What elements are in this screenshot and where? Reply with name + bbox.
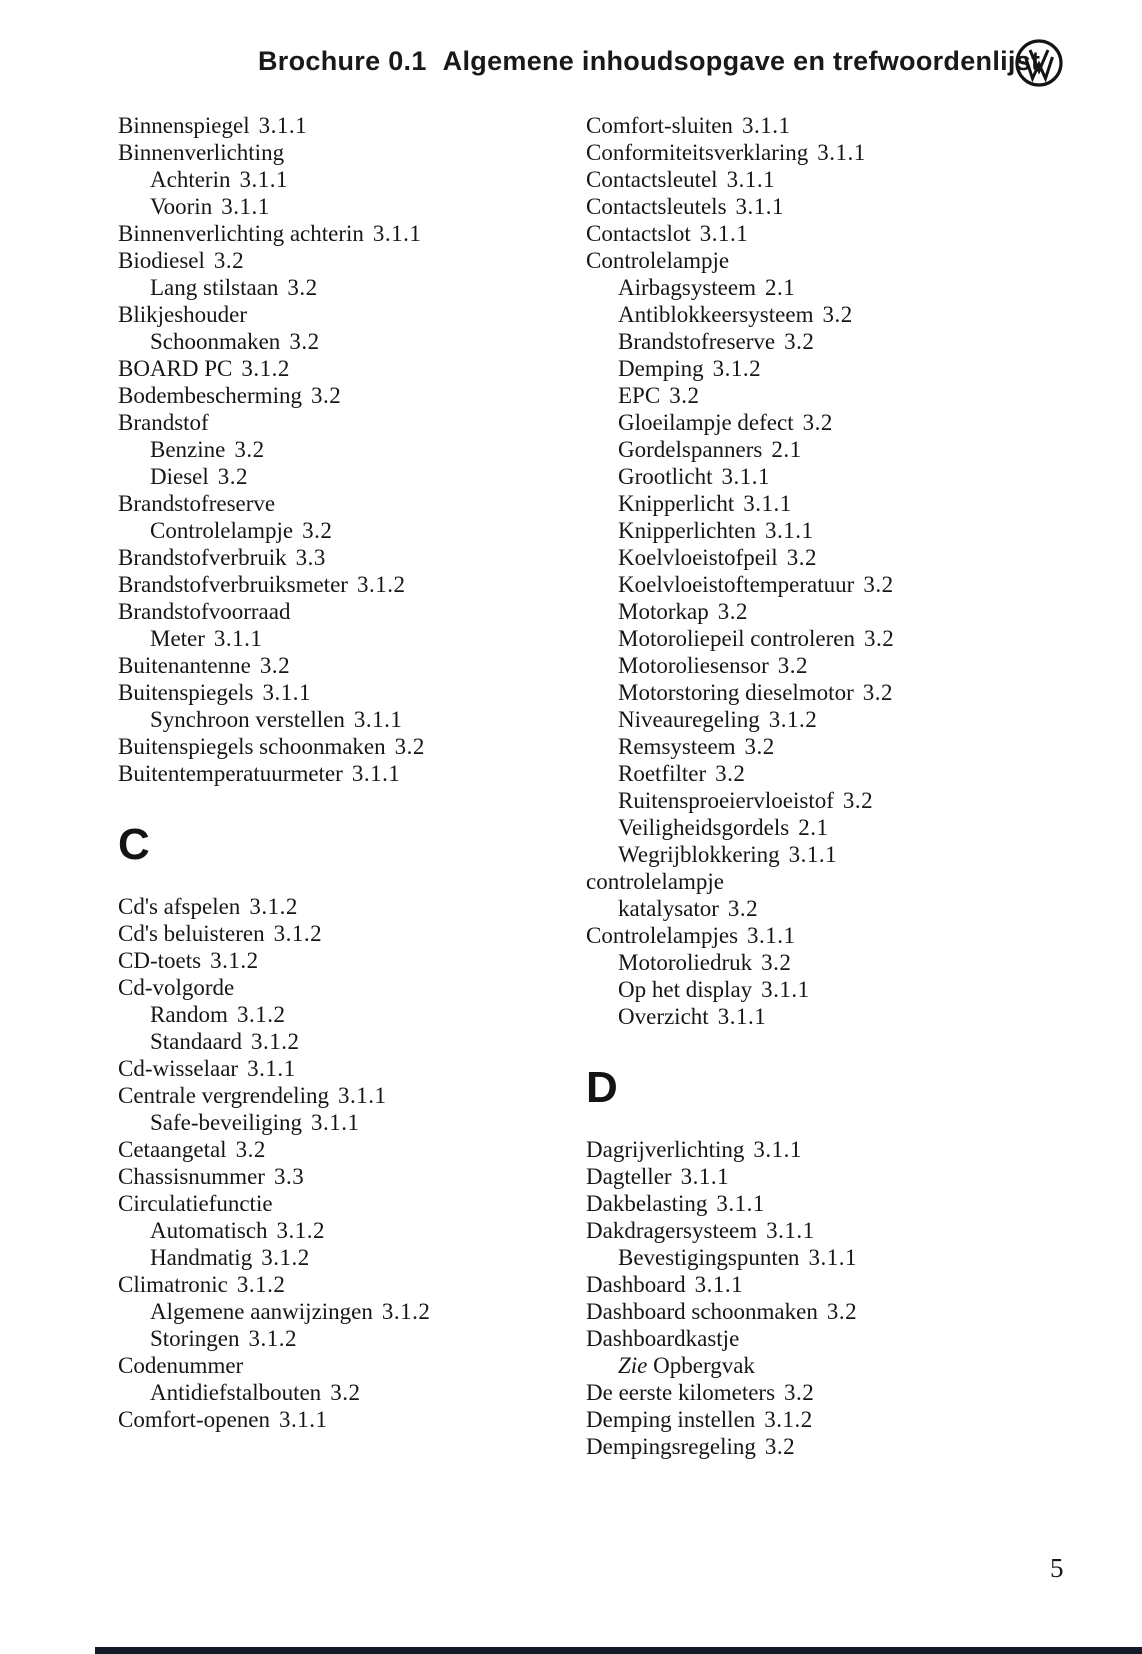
entry-label: Op het display	[618, 977, 753, 1002]
entry-label: Brandstof	[118, 410, 209, 435]
entry-ref: 3.1.2	[712, 356, 762, 381]
entry-ref: 3.2	[310, 383, 342, 408]
entry-label: Dashboard	[586, 1272, 686, 1297]
entry-label: Antidiefstalbouten	[150, 1380, 322, 1405]
entry-ref: 3.1.1	[817, 140, 866, 165]
entry-label: Standaard	[150, 1029, 242, 1054]
entry-ref: 3.1.1	[741, 113, 791, 138]
index-entry	[118, 301, 578, 328]
index-entry	[118, 733, 578, 760]
entry-ref: 3.1.1	[721, 464, 771, 489]
entry-label: Bevestigingspunten	[618, 1245, 800, 1270]
entry-label: Controlelampje	[150, 518, 294, 543]
index-entry	[586, 895, 1126, 922]
entry-ref: 3.2	[786, 545, 817, 570]
index-entry	[118, 1055, 578, 1082]
index-entry	[118, 247, 578, 274]
index-entry	[118, 409, 578, 436]
entry-ref: 3.1.2	[381, 1299, 431, 1324]
entry-label: Binnenverlichting achterin	[118, 221, 364, 246]
index-entry	[586, 436, 1126, 463]
entry-ref: 3.1.1	[279, 1407, 328, 1432]
index-entry	[586, 220, 1126, 247]
entry-label: Comfort-sluiten	[586, 113, 733, 138]
entry-label: Cd's afspelen	[118, 894, 241, 919]
entry-label: Binnenverlichting	[118, 140, 285, 165]
entry-label: Schoonmaken	[150, 329, 281, 354]
entry-ref: 3.1.1	[699, 221, 749, 246]
index-entry	[586, 841, 1126, 868]
index-entry	[586, 1217, 1126, 1244]
entry-label: Random	[150, 1002, 228, 1027]
entry-label: Niveauregeling	[618, 707, 760, 732]
index-entry	[586, 1406, 1126, 1433]
index-entry	[118, 1163, 578, 1190]
index-entry	[586, 544, 1126, 571]
entry-label: Meter	[150, 626, 205, 651]
entry-label: Motoroliesensor	[618, 653, 769, 678]
entry-label: Biodiesel	[118, 248, 205, 273]
index-entry	[118, 1298, 578, 1325]
index-entry	[118, 490, 578, 517]
index-entry	[586, 760, 1126, 787]
entry-ref: 3.1.1	[694, 1272, 744, 1297]
entry-label: Motoroliedruk	[618, 950, 753, 975]
index-entry	[118, 1325, 578, 1352]
entry-ref: 3.2	[715, 761, 746, 786]
entry-ref: 3.1.2	[241, 356, 290, 381]
index-entry	[586, 1136, 1126, 1163]
entry-ref: 3.1.1	[353, 707, 403, 732]
entry-label: Grootlicht	[618, 464, 713, 489]
entry-ref: 3.1.1	[808, 1245, 857, 1270]
index-entry	[118, 436, 578, 463]
entry-label: Dempingsregeling	[586, 1434, 756, 1459]
entry-label: Buitenspiegels schoonmaken	[118, 734, 386, 759]
index-entry	[118, 920, 578, 947]
index-entry	[586, 679, 1126, 706]
index-entry	[118, 625, 578, 652]
index-entry	[586, 274, 1126, 301]
entry-label: CD-toets	[118, 948, 202, 973]
section-letter: C	[118, 820, 150, 869]
entry-ref: 3.2	[863, 572, 894, 597]
index-entry	[586, 112, 1126, 139]
index-entry	[586, 1352, 1126, 1379]
index-entry	[586, 463, 1126, 490]
page-header	[258, 46, 1040, 77]
entry-label: Algemene aanwijzingen	[150, 1299, 373, 1324]
entry-ref: 3.1.2	[249, 894, 298, 919]
index-entry	[586, 490, 1126, 517]
index-entry	[586, 409, 1126, 436]
entry-label: Cetaangetal	[118, 1137, 227, 1162]
entry-label: Buitentemperatuurmeter	[118, 761, 343, 786]
entry-ref: 2.1	[764, 275, 796, 300]
index-entry	[586, 355, 1126, 382]
index-entry	[118, 1109, 578, 1136]
index-entry	[118, 544, 578, 571]
entry-label: Demping instellen	[586, 1407, 756, 1432]
index-entry	[586, 949, 1126, 976]
index-entry	[586, 1298, 1126, 1325]
index-entry	[586, 166, 1126, 193]
entry-ref: 3.1.1	[239, 167, 288, 192]
entry-label: controlelampje	[586, 869, 724, 894]
entry-label: Dakdragersysteem	[586, 1218, 758, 1243]
index-entry	[586, 1190, 1126, 1217]
entry-ref: 3.2	[289, 329, 320, 354]
entry-label: Airbagsysteem	[618, 275, 756, 300]
entry-label: Diesel	[150, 464, 209, 489]
entry-label: katalysator	[618, 896, 719, 921]
entry-ref: 3.1.1	[743, 491, 792, 516]
entry-label: Bodembescherming	[118, 383, 302, 408]
entry-ref: 3.2	[822, 302, 853, 327]
entry-label: Brandstofverbruiksmeter	[118, 572, 348, 597]
entry-ref: 3.1.2	[236, 1002, 286, 1027]
entry-label: Brandstofverbruik	[118, 545, 287, 570]
entry-ref: 3.2	[764, 1434, 796, 1459]
entry-label: Roetfilter	[618, 761, 707, 786]
entry-label: Comfort-openen	[118, 1407, 271, 1432]
index-entry	[586, 1325, 1126, 1352]
entry-label: Opbergvak	[653, 1353, 755, 1378]
entry-ref: 3.1.1	[262, 680, 311, 705]
entry-ref: 3.2	[784, 329, 815, 354]
index-entry	[586, 787, 1126, 814]
entry-label: Achterin	[150, 167, 231, 192]
index-entry	[586, 193, 1126, 220]
entry-ref: 3.2	[217, 464, 249, 489]
entry-label: Climatronic	[118, 1272, 228, 1297]
entry-label: BOARD PC	[118, 356, 233, 381]
entry-label: Blikjeshouder	[118, 302, 248, 327]
cross-ref-prefix: Zie	[618, 1353, 648, 1378]
index-entry	[118, 139, 578, 166]
entry-ref: 3.2	[669, 383, 700, 408]
entry-ref: 3.2	[259, 653, 291, 678]
entry-ref: 3.2	[302, 518, 333, 543]
entry-ref: 3.1.1	[221, 194, 270, 219]
entry-label: Brandstofreserve	[118, 491, 276, 516]
entry-ref: 3.1.1	[766, 1218, 815, 1243]
index-entry	[586, 571, 1126, 598]
entry-ref: 3.3	[295, 545, 326, 570]
entry-ref: 2.1	[771, 437, 802, 462]
entry-label: Knipperlicht	[618, 491, 735, 516]
index-entry	[586, 706, 1126, 733]
entry-ref: 3.2	[727, 896, 759, 921]
entry-ref: 3.1.2	[764, 1407, 813, 1432]
index-entry	[118, 1244, 578, 1271]
index-entry	[118, 652, 578, 679]
entry-ref: 3.2	[863, 626, 895, 651]
entry-label: Antiblokkeersysteem	[618, 302, 814, 327]
index-entry	[586, 247, 1126, 274]
entry-label: Synchroon verstellen	[150, 707, 345, 732]
index-entry	[586, 1163, 1126, 1190]
entry-label: Dakbelasting	[586, 1191, 708, 1216]
entry-label: Codenummer	[118, 1353, 244, 1378]
entry-ref: 3.1.2	[356, 572, 406, 597]
entry-ref: 3.2	[826, 1299, 858, 1324]
index-entry	[118, 571, 578, 598]
index-entry	[118, 328, 578, 355]
entry-ref: 3.1.1	[717, 1004, 767, 1029]
index-entry	[586, 1379, 1126, 1406]
index-entry	[118, 112, 578, 139]
entry-label: Gordelspanners	[618, 437, 763, 462]
entry-ref: 3.1.1	[753, 1137, 802, 1162]
index-entry	[586, 922, 1126, 949]
entry-ref: 3.1.1	[311, 1110, 360, 1135]
entry-label: Handmatig	[150, 1245, 253, 1270]
index-column-right	[586, 112, 1126, 1460]
index-entry	[118, 1379, 578, 1406]
entry-ref: 3.2	[784, 1380, 815, 1405]
entry-ref: 3.2	[235, 1137, 266, 1162]
entry-ref: 3.2	[802, 410, 833, 435]
index-entry	[586, 1003, 1126, 1030]
entry-label: Koelvloeistofpeil	[618, 545, 778, 570]
entry-ref: 3.1.2	[248, 1326, 297, 1351]
entry-label: Knipperlichten	[618, 518, 756, 543]
index-entry	[118, 1406, 578, 1433]
index-entry	[118, 1217, 578, 1244]
index-entry	[118, 947, 578, 974]
entry-label: Controlelampje	[586, 248, 730, 273]
entry-ref: 3.1.1	[788, 842, 838, 867]
entry-label: Contactslot	[586, 221, 691, 246]
index-column-left	[118, 112, 578, 1433]
index-entry	[118, 1190, 578, 1217]
entry-ref: 3.1.1	[764, 518, 814, 543]
index-entry	[118, 1136, 578, 1163]
entry-label: Gloeilampje defect	[618, 410, 794, 435]
index-entry	[118, 598, 578, 625]
entry-label: Buitenspiegels	[118, 680, 254, 705]
index-entry	[118, 760, 578, 787]
entry-ref: 3.1.2	[250, 1029, 300, 1054]
index-entry	[118, 974, 578, 1001]
entry-label: Ruitensproeiervloeistof	[618, 788, 834, 813]
index-entry	[118, 679, 578, 706]
index-entry	[586, 598, 1126, 625]
entry-label: Wegrijblokkering	[618, 842, 780, 867]
entry-label: Controlelampjes	[586, 923, 739, 948]
entry-label: Binnenspiegel	[118, 113, 250, 138]
entry-label: Circulatiefunctie	[118, 1191, 273, 1216]
index-entry	[586, 1433, 1126, 1460]
entry-label: Motoroliepeil controleren	[618, 626, 855, 651]
entry-label: Dagteller	[586, 1164, 672, 1189]
index-entry	[586, 301, 1126, 328]
entry-ref: 3.2	[744, 734, 775, 759]
entry-ref: 3.1.2	[273, 921, 323, 946]
entry-label: Dashboard schoonmaken	[586, 1299, 818, 1324]
entry-label: Motorkap	[618, 599, 709, 624]
entry-label: Cd-wisselaar	[118, 1056, 239, 1081]
page-title: Algemene inhoudsopgave en trefwoordenlijst	[442, 46, 1041, 76]
entry-ref: 3.1.2	[276, 1218, 326, 1243]
index-entry	[586, 733, 1126, 760]
entry-label: Safe-beveiliging	[150, 1110, 303, 1135]
entry-label: Brandstofreserve	[618, 329, 776, 354]
entry-ref: 3.2	[862, 680, 893, 705]
brochure-label: Brochure 0.1	[258, 46, 427, 76]
entry-ref: 3.2	[717, 599, 748, 624]
entry-ref: 3.1.1	[372, 221, 422, 246]
entry-ref: 3.2	[234, 437, 265, 462]
entry-ref: 3.2	[394, 734, 425, 759]
index-entry	[118, 1028, 578, 1055]
entry-ref: 3.1.1	[247, 1056, 296, 1081]
index-entry	[586, 814, 1126, 841]
entry-ref: 3.1.1	[213, 626, 263, 651]
entry-label: Demping	[618, 356, 704, 381]
index-entry	[118, 382, 578, 409]
entry-ref: 3.2	[213, 248, 245, 273]
entry-label: Centrale vergrendeling	[118, 1083, 329, 1108]
entry-label: Contactsleutel	[586, 167, 718, 192]
entry-ref: 3.1.2	[768, 707, 818, 732]
entry-ref: 3.1.1	[747, 923, 796, 948]
entry-label: Contactsleutels	[586, 194, 727, 219]
index-entry	[118, 463, 578, 490]
entry-ref: 3.1.1	[351, 761, 401, 786]
entry-label: Cd-volgorde	[118, 975, 235, 1000]
entry-ref: 3.2	[761, 950, 792, 975]
entry-ref: 2.1	[798, 815, 829, 840]
entry-ref: 3.2	[330, 1380, 361, 1405]
index-entry	[118, 355, 578, 382]
index-entry	[118, 1001, 578, 1028]
entry-label: Koelvloeistoftemperatuur	[618, 572, 855, 597]
index-entry	[586, 976, 1126, 1003]
entry-label: Dashboardkastje	[586, 1326, 740, 1351]
entry-label: Overzicht	[618, 1004, 709, 1029]
index-entry	[586, 382, 1126, 409]
index-entry	[586, 1244, 1126, 1271]
entry-ref: 3.2	[842, 788, 874, 813]
entry-label: Chassisnummer	[118, 1164, 265, 1189]
entry-label: EPC	[618, 383, 661, 408]
entry-ref: 3.1.1	[258, 113, 308, 138]
index-entry	[118, 274, 578, 301]
entry-label: Brandstofvoorraad	[118, 599, 291, 624]
entry-ref: 3.1.1	[716, 1191, 765, 1216]
entry-ref: 3.2	[287, 275, 318, 300]
entry-label: Remsysteem	[618, 734, 736, 759]
index-entry	[118, 517, 578, 544]
index-entry	[118, 1352, 578, 1379]
page-number: 5	[1050, 1553, 1064, 1583]
index-entry	[586, 328, 1126, 355]
index-entry	[586, 139, 1126, 166]
entry-label: Storingen	[150, 1326, 240, 1351]
entry-label: Buitenantenne	[118, 653, 251, 678]
section-letter: D	[586, 1063, 618, 1112]
index-entry	[118, 193, 578, 220]
entry-label: Veiligheidsgordels	[618, 815, 790, 840]
entry-ref: 3.3	[273, 1164, 305, 1189]
entry-label: Benzine	[150, 437, 226, 462]
entry-label: Dagrijverlichting	[586, 1137, 745, 1162]
entry-ref: 3.1.1	[680, 1164, 730, 1189]
index-entry	[586, 652, 1126, 679]
entry-ref: 3.1.2	[236, 1272, 286, 1297]
entry-label: Lang stilstaan	[150, 275, 279, 300]
index-entry	[118, 1082, 578, 1109]
entry-label: Voorin	[150, 194, 213, 219]
entry-ref: 3.1.1	[761, 977, 810, 1002]
index-entry	[586, 625, 1126, 652]
entry-label: Cd's beluisteren	[118, 921, 265, 946]
index-entry	[118, 220, 578, 247]
index-entry	[118, 1271, 578, 1298]
entry-ref: 3.1.2	[261, 1245, 310, 1270]
entry-label: De eerste kilometers	[586, 1380, 776, 1405]
index-entry	[586, 517, 1126, 544]
entry-ref: 3.2	[777, 653, 809, 678]
index-entry	[586, 868, 1126, 895]
entry-label: Conformiteitsverklaring	[586, 140, 809, 165]
entry-label: Motorstoring dieselmotor	[618, 680, 854, 705]
index-entry	[586, 1271, 1126, 1298]
entry-ref: 3.1.1	[726, 167, 776, 192]
entry-ref: 3.1.1	[735, 194, 785, 219]
index-entry	[118, 893, 578, 920]
footer-bar	[95, 1647, 1142, 1654]
entry-ref: 3.1.1	[337, 1083, 387, 1108]
entry-label: Automatisch	[150, 1218, 268, 1243]
index-entry	[118, 706, 578, 733]
index-entry	[118, 166, 578, 193]
entry-ref: 3.1.2	[210, 948, 259, 973]
vw-logo-icon	[1014, 38, 1064, 88]
